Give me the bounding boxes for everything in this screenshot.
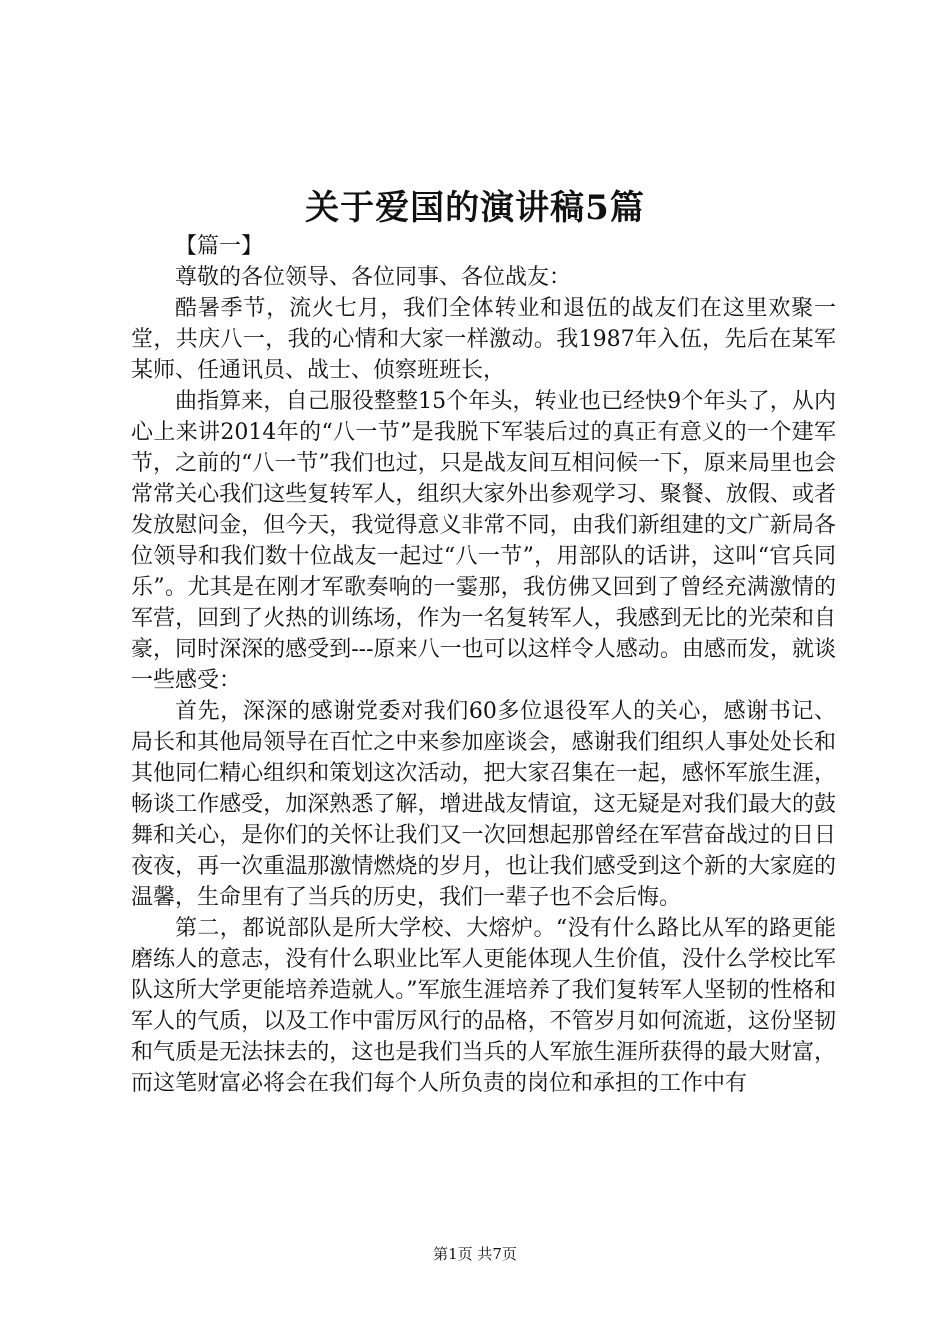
body-paragraph: 首先，深深的感谢党委对我们60多位退役军人的关心，感谢书记、局长和其他局领导在百忙之中来参加座谈会，感谢我们组织人事处处长和其他同仁精心组织和策划这次活动，把大家召集在一起，感怀军旅生涯，畅谈工作感受，加深熟悉了解，增进战友情谊，这无疑是对我们最大的鼓舞和关心，是你们的关怀让我们又一次回想起那曾经在军营奋战过的日日夜夜，再一次重温那激情燃烧的岁月，也让我们感受到这个新的大家庭的温馨，生命里有了当兵的历史，我们一辈子也不会后悔。 bbox=[131, 699, 836, 910]
body-paragraph: 曲指算来，自己服役整整15个年头，转业也已经快9个年头了，从内心上来讲2014年的“八一节”是我脱下军装后过的真正有意义的一个建军节，之前的“八一节”我们也过，只是战友间互相问候一下，原来局里也会常常关心我们这些复转军人，组织大家外出参观学习、聚餐、放假、或者发放慰问金，但今天，我觉得意义非常不同，由我们新组建的文广新局各位领导和我们数十位战友一起过“八一节”，用部队的话讲，这叫“官兵同乐”。尤其是在刚才军歌奏响的一霎那，我仿佛又回到了曾经充满激情的军营，回到了火热的训练场，作为一名复转军人，我感到无比的光荣和自豪，同时深深的感受到---原来八一也可以这样令人感动。由感而发，就谈一些感受： bbox=[131, 389, 836, 693]
document-body bbox=[131, 231, 836, 1099]
section-heading: 【篇一】 bbox=[175, 234, 264, 259]
body-paragraph: 第二，都说部队是所大学校、大熔炉。“没有什么路比从军的路更能磨练人的意志，没有什么职业比军人更能体现人生价值，没什么学校比军队这所大学更能培养造就人。”军旅生涯培养了我们复转军人坚韧的性格和军人的气质，以及工作中雷厉风行的品格，不管岁月如何流逝，这份坚韧和气质是无法抹去的，这也是我们当兵的人军旅生涯所获得的最大财富，而这笔财富必将会在我们每个人所负责的岗位和承担的工作中有 bbox=[131, 916, 836, 1096]
document-title: 关于爱国的演讲稿5篇 bbox=[305, 188, 645, 228]
page-number-footer: 第1页 共7页 bbox=[433, 1245, 517, 1263]
body-paragraph: 酷暑季节，流火七月，我们全体转业和退伍的战友们在这里欢聚一堂，共庆八一，我的心情和大家一样激动。我1987年入伍，先后在某军某师、任通讯员、战士、侦察班班长， bbox=[131, 296, 836, 383]
salutation-paragraph: 尊敬的各位领导、各位同事、各位战友： bbox=[175, 265, 572, 290]
